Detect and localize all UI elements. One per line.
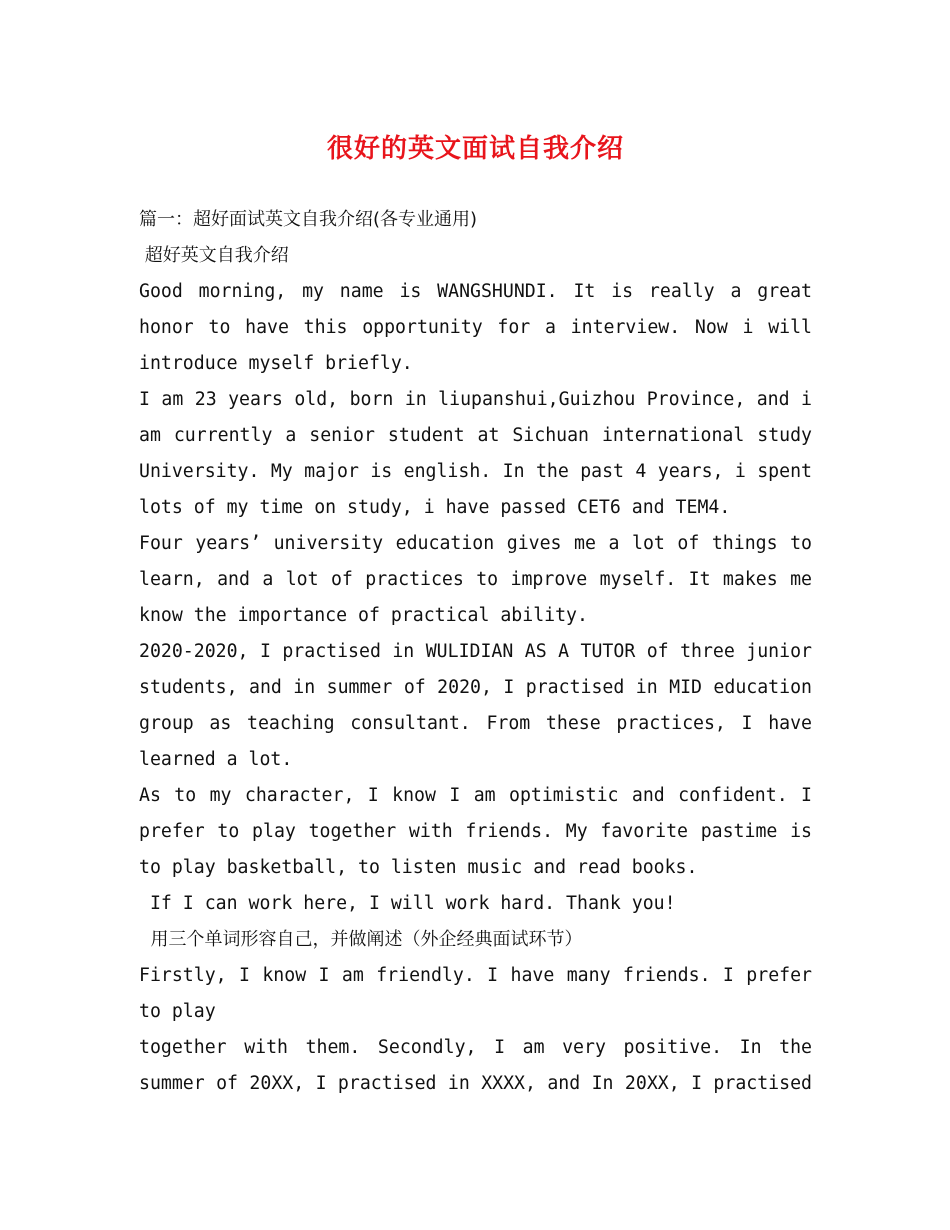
- subheading: 用三个单词形容自己，并做阐述（外企经典面试环节）: [139, 929, 583, 950]
- text-line: introduce myself briefly.: [139, 353, 413, 374]
- text-line: If I can work here, I will work hard. Thank you!: [139, 893, 676, 914]
- text-line: I am 23 years old, born in liupanshui,Guizhou Province, and i: [139, 389, 812, 410]
- text-line: learn, and a lot of practices to improve myself. It makes me: [139, 569, 812, 590]
- text-line: to play basketball, to listen music and read books.: [139, 857, 698, 878]
- document-body: [139, 202, 812, 1102]
- text-line: learned a lot.: [139, 749, 293, 770]
- section-heading: 篇一：超好面试英文自我介绍(各专业通用): [139, 209, 478, 230]
- text-line: together with them. Secondly, I am very positive. In the: [139, 1037, 812, 1058]
- text-line: University. My major is english. In the past 4 years, i spent: [139, 461, 812, 482]
- text-line: am currently a senior student at Sichuan international study: [139, 425, 812, 446]
- text-line: group as teaching consultant. From these practices, I have: [139, 713, 812, 734]
- text-line: As to my character, I know I am optimistic and confident. I: [139, 785, 812, 806]
- text-line: to play: [139, 1001, 216, 1022]
- text-line: know the importance of practical ability.: [139, 605, 588, 626]
- text-line: Firstly, I know I am friendly. I have many friends. I prefer: [139, 965, 812, 986]
- text-line: prefer to play together with friends. My favorite pastime is: [139, 821, 812, 842]
- text-line: students, and in summer of 2020, I practised in MID education: [139, 677, 812, 698]
- subheading: 超好英文自我介绍: [139, 245, 289, 266]
- document-title: 很好的英文面试自我介绍: [326, 134, 624, 164]
- text-line: summer of 20XX, I practised in XXXX, and In 20XX, I practised: [139, 1073, 812, 1094]
- text-line: honor to have this opportunity for a interview. Now i will: [139, 317, 812, 338]
- text-line: lots of my time on study, i have passed CET6 and TEM4.: [139, 497, 731, 518]
- text-line: Four years’ university education gives me a lot of things to: [139, 533, 812, 554]
- text-line: Good morning, my name is WANGSHUNDI. It is really a great: [139, 281, 812, 302]
- text-line: 2020-2020, I practised in WULIDIAN AS A TUTOR of three junior: [139, 641, 812, 662]
